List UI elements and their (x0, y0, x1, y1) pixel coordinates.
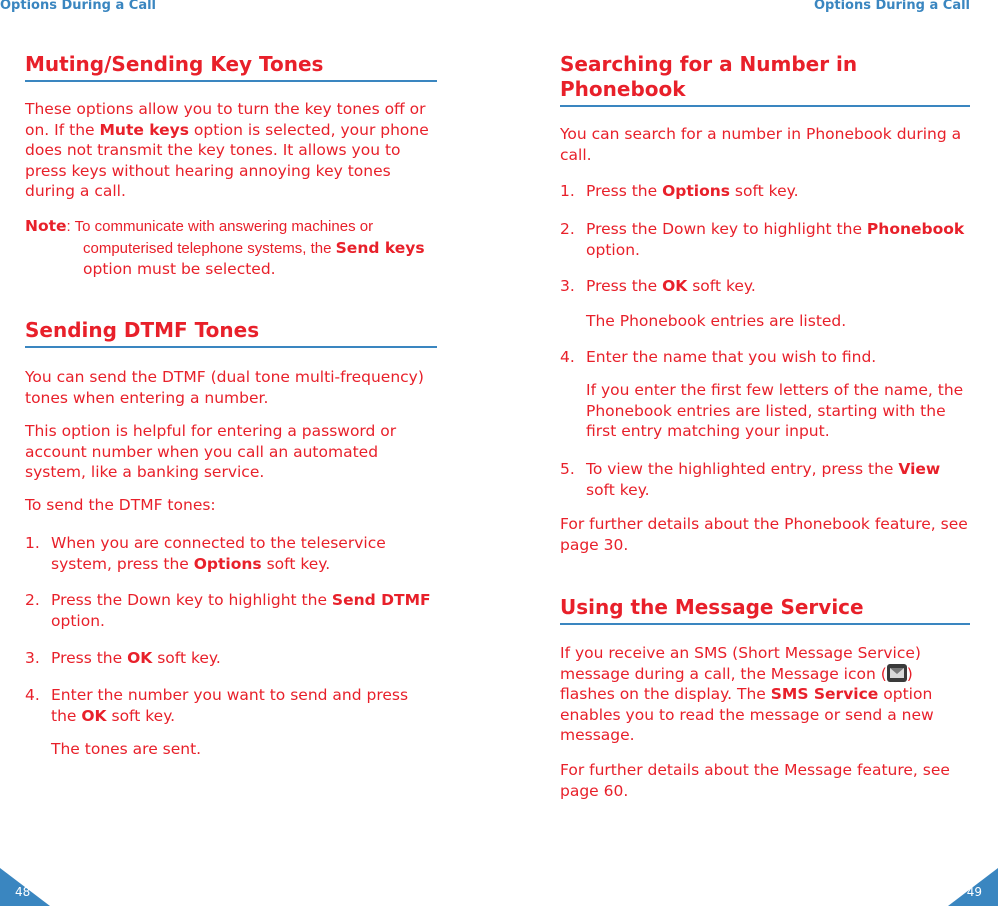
envelope-icon (887, 664, 907, 682)
list-item: 2. Press the Down key to highlight the Phonebook option. (560, 220, 965, 259)
section-title-dtmf: Sending DTMF Tones (25, 318, 437, 348)
dtmf-steps (25, 533, 437, 574)
list-item: 2. Press the Down key to highlight the Send DTMF option. (25, 591, 431, 630)
dtmf-paragraph-3: To send the DTMF tones: (25, 496, 216, 514)
list-item: 1. When you are connected to the teleservice system, press the Options soft key. (25, 534, 386, 573)
section-message (560, 595, 970, 625)
dtmf-steps-2 (25, 590, 437, 631)
dtmf-steps-4 (25, 685, 437, 726)
list-item: 3. Press the OK soft key. (560, 277, 756, 295)
message-paragraph: If you receive an SMS (Short Message Service) message during a call, the Message icon ( ) flashes on the display. The SMS Service option enables you to read the message or send a new message. (560, 644, 934, 744)
message-paragraph-2: For further details about the Message feature, see page 60. (560, 761, 950, 800)
muting-paragraph: These options allow you to turn the key tones off or on. If the Mute keys option is selected, your phone does not transmit the key tones. It allows you to press keys without hearing annoying key tones during a call. (25, 100, 429, 200)
search-steps-1 (560, 181, 970, 202)
note-label: Note (25, 217, 67, 235)
search-sub-3: The Phonebook entries are listed. (586, 312, 847, 330)
list-item: 1. Press the Options soft key. (560, 182, 799, 200)
muting-note: Note: To communicate with answering machines or computerised telephone systems, the Send keys option must be selected. (25, 217, 425, 278)
section-dtmf (25, 318, 437, 348)
section-search (560, 52, 970, 107)
dtmf-result: The tones are sent. (51, 740, 202, 758)
search-paragraph: You can search for a number in Phonebook during a call. (560, 125, 962, 164)
dtmf-paragraph-1: You can send the DTMF (dual tone multi-frequency) tones when entering a number. (25, 368, 424, 407)
dtmf-paragraph-2: This option is helpful for entering a password or account number when you call an automated system, like a banking service. (25, 422, 397, 481)
section-title-muting: Muting/Sending Key Tones (25, 52, 437, 82)
search-paragraph-2: For further details about the Phonebook feature, see page 30. (560, 515, 968, 554)
list-item: 4. Enter the name that you wish to find. (560, 348, 877, 366)
list-item: 5. To view the highlighted entry, press the View soft key. (560, 460, 941, 499)
search-steps-3 (560, 276, 970, 297)
search-steps-4 (560, 347, 970, 368)
search-steps-2 (560, 219, 970, 260)
section-muting (25, 52, 437, 82)
running-header-left: Options During a Call (0, 0, 156, 13)
section-title-message: Using the Message Service (560, 595, 970, 625)
page-number-left: 48 (15, 885, 31, 899)
search-sub-4: If you enter the first few letters of the name, the Phonebook entries are listed, starting with the first entry matching your input. (586, 381, 964, 440)
page-number-right: 49 (966, 885, 982, 899)
search-steps-5 (560, 459, 970, 500)
list-item: 4. Enter the number you want to send and press the OK soft key. (25, 686, 409, 725)
dtmf-steps-3 (25, 648, 437, 669)
section-title-search: Searching for a Number in Phonebook (560, 52, 970, 107)
list-item: 3. Press the OK soft key. (25, 649, 221, 667)
running-header-right: Options During a Call (814, 0, 970, 13)
